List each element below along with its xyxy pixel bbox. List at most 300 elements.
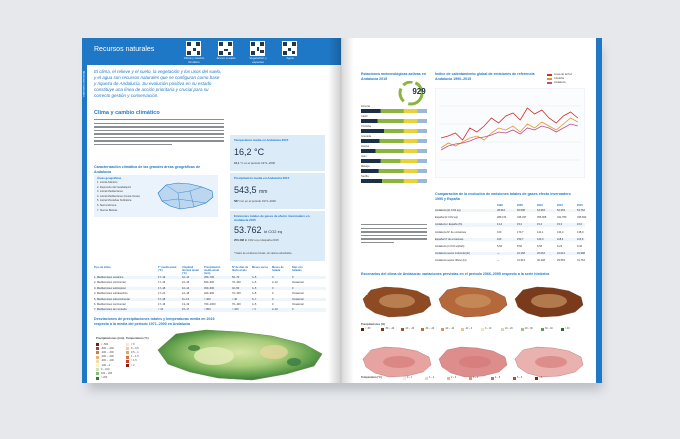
series-label: Línea de la Paz [554,72,573,76]
series-swatch [547,74,552,76]
table-cell: 2–10 [272,281,278,285]
table-header-cell: Tipo de clima [94,266,111,269]
legend-label: > 6 [539,376,543,379]
emissions-cell: — [497,259,500,263]
table-cell: 0 [272,303,274,306]
precipitation-note: 587 mm en el periodo 1971–2000 [234,199,276,203]
table-header-cell: Amplitud térmica anual (°C) [182,266,199,275]
emissions-cell: 54.993 [537,209,545,212]
emissions-cell: 6,23 [557,245,563,248]
emissions-cell: 15,4 [537,223,543,227]
temp-map-patch [383,356,415,368]
legend-label: 0 – 1 [407,376,413,379]
station-bar-segment [382,179,404,183]
station-bar-segment [379,169,404,173]
table-cell: 13–19 [182,303,190,306]
emissions-cell: Andalucía Nº de emisiones [435,230,467,234]
province-label: Granada [361,134,372,138]
deviation-map [154,326,326,382]
table-cell: < 3 [252,308,256,312]
legend-swatch [425,377,428,380]
legend-swatch [96,377,99,380]
table-cell: 17–19 [158,276,166,279]
temp-scenario-map [363,347,431,377]
scenario-maps [361,285,589,383]
emissions-label: Emisiones totales de gases de efecto invernadero en Andalucía 2015 [234,214,310,222]
table-row [94,308,326,311]
series-swatch [547,78,552,80]
body-text-block [94,119,224,148]
province-label: Córdoba [361,124,371,128]
emissions-row [435,223,585,226]
area-item: 3. Litoral Mediterráneo [97,190,123,194]
emissions-cell: 115,9 [577,237,584,241]
emissions-cell: 20.064 [537,252,545,256]
area-item: 4. Litoral Mediterráneo (Costa Oeste) [97,194,140,198]
legend-label: 100 – 200 [101,372,113,375]
legend-label: 30 – 40 [545,327,553,330]
table-cell: 2. Mediterráneo continental [94,281,126,285]
table-cell: 3. Mediterráneo subtropical [94,286,126,290]
legend-swatch [561,328,564,331]
table-cell: 40–50 [232,286,240,290]
table-cell: 70–100 [232,303,241,306]
warming-heading: Índice de calentamiento global de emisiones de referencia Andalucía 1990–2015 [435,72,535,81]
legend-label: -200 – -100 [101,359,114,363]
area-item: 7. Sierras Béticas [97,208,118,212]
table-cell: 4–5 [252,303,257,306]
province-label: Sevilla [361,174,369,178]
table-cell: 0 [272,292,274,296]
table-cell: 4–5 [252,276,257,279]
station-bar-segment [361,139,379,143]
station-bar-segment [381,159,401,163]
precip-map-patch [531,294,567,308]
table-cell: < 40 [232,297,238,301]
station-bar-segment [417,149,427,153]
station-bar-segment [404,119,417,123]
section-header [82,38,341,65]
table-cell: 10–14 [182,286,190,290]
emissions-cell: 22.998 [577,252,585,256]
legend-label: 5 – 6 [517,376,523,379]
emissions-header [435,204,585,207]
legend-label: -30 – -20 [425,327,435,330]
table-cell: 0 [272,297,274,301]
legend-swatch [96,356,99,359]
table-cell: 300–600 [204,286,215,290]
qr-label: Anexo a suelo [216,56,236,60]
emissions-cell: 342.780 [557,216,567,220]
precipitation-label: Precipitación media en Andalucía 2015 [234,176,290,180]
scenario-label: A2 [439,293,443,296]
table-header-cell: Meses secos [252,266,269,269]
table-cell: 0 [272,286,274,290]
table-cell: 4–5 [252,286,257,290]
emissions-value: 53.762 kt CO2 eq [234,225,283,235]
precipitation-panel [230,173,325,209]
table-cell: 0 [272,276,274,279]
legend-swatch [421,328,424,331]
temp-scenario-map [515,347,583,377]
legend-swatch [401,328,404,331]
legend-label: 3 – 4 [473,376,479,379]
legend-swatch [491,377,494,380]
emissions-row [435,238,585,241]
temp-map-patch [535,356,567,368]
legend-label: > 200 [101,376,108,380]
legend-label: > 2 [131,363,135,367]
station-bar-segment [361,169,379,173]
table-cell: 17–19 [158,303,166,306]
precip-change-label: Precipitaciones (%) [361,323,385,326]
station-bar-segment [404,179,417,183]
legend-swatch [96,360,99,363]
legend-swatch [126,356,129,359]
table-cell: 11–13 [182,297,190,301]
legend-label: 2 – 3 [451,376,457,379]
qr-code-icon[interactable] [282,41,297,56]
emissions-cell: 52.353 [557,209,565,212]
emissions-row [435,209,585,212]
station-bar-segment [404,139,417,143]
table-cell: Ocasional [292,303,304,306]
precipitation-value: 543,5 mm [234,185,268,195]
legend-swatch [126,351,129,354]
legend-swatch [96,372,99,375]
station-bar-segment [384,129,404,133]
emissions-header-cell: 2010 [537,204,543,207]
table-row [94,281,326,284]
province-label: Almería [361,104,370,108]
table-cell: 6. Mediterráneo continental [94,303,126,306]
table-cell: < 13 [158,308,164,312]
legend-label: 1 – 1,5 [131,355,139,359]
station-bar-segment [417,159,427,163]
legend-swatch [521,328,524,331]
table-cell: 17–19 [158,281,166,285]
section-title: Recursos naturales [94,46,155,53]
station-bar-segment [361,179,382,183]
precip-legend-title: Precipitaciones (mm) [96,336,125,340]
legend-label: -400 – -300 [101,351,114,354]
qr-code-icon[interactable] [250,41,265,56]
station-bar-segment [404,149,417,153]
emissions-cell: 123,3 [537,237,544,241]
emissions-table-heading: Comparación de la evolución de emisiones totales de gases efecto invernadero 1990 y España [435,192,571,201]
station-bar-segment [417,129,427,133]
table-cell: 17–18 [158,286,166,290]
legend-label: > 1,5 [131,359,137,363]
emissions-cell: 100 [497,237,502,241]
emissions-cell: 150,7 [517,237,524,241]
emissions-cell: 29.553 [557,259,565,263]
book-gutter [328,38,354,383]
table-cell: 50–70 [232,276,240,279]
scenario-label: A1B [363,293,368,296]
emissions-header-cell: 2005 [517,204,523,207]
series-swatch [547,82,552,84]
legend-swatch [96,351,99,354]
legend-label: < 0 [131,342,135,346]
areas-heading: Áreas geográficas [97,176,122,180]
emissions-cell: 138,0 [577,230,584,234]
legend-label: 4 – 5 [495,376,501,379]
legend-label: -20 – -10 [445,327,455,330]
emissions-cell: Andalucía (t CO2 eq/hab) [435,245,465,248]
table-cell: 6–7 [252,297,257,301]
scenario-label: B1 [515,293,519,296]
qr-label: Clima y cambio climático [183,56,205,64]
emissions-header-cell: 2015 [577,204,583,207]
emissions-header-cell: 2012 [557,204,563,207]
emissions-cell: 141,1 [537,230,544,234]
legend-swatch [461,328,464,331]
legend-swatch [447,377,450,380]
legend-swatch [96,368,99,371]
temperature-label: Temperatura media en Andalucía 2015 [234,138,289,142]
temperature-note: 16,1 °C en el periodo 1971–2000 [234,161,276,165]
table-header [94,267,326,274]
station-bar-segment [381,109,404,113]
legend-label: < -50 [365,327,371,330]
intro-text: El clima, el relieve y el suelo, la vegetación y los usos del suelo, y el agua son recursos naturales que se configuran como base y riqueza de Andalucía. Su evolución positiva en su estado constituye una línea de acción prioritaria y crucial para su correcto gestión y conservación. [94,69,222,98]
table-cell: Ocasional [292,292,304,296]
area-item: 6. Sierra Morena [97,204,117,207]
table-header-cell: Meses de helada [272,266,284,272]
station-bar-segment [376,149,404,153]
side-tab [82,65,87,383]
table-cell: 1. Mediterráneo oceánico [94,276,124,279]
series-label: Córdoba [554,76,564,80]
stations-chart [361,81,429,191]
province-label: Jaén [361,154,367,158]
station-bar-segment [361,159,381,163]
qr-code-icon[interactable] [186,41,201,56]
emissions-cell: 30.448 [537,259,545,263]
legend-label: < -500 [101,342,109,346]
emissions-cell: 335.662 [577,216,587,220]
temp-legend-title: Temperatura (°C) [126,336,149,340]
legend-label: -300 – -200 [101,355,114,359]
emissions-cell: 22.168 [517,252,525,256]
legend-label: 0 – 0,5 [131,346,139,350]
emissions-cell: España (kt CO2 eq) [435,216,458,220]
emissions-row [435,216,585,219]
temperature-value: 16,2 °C [234,147,265,157]
qr-code-icon[interactable] [218,41,233,56]
emissions-cell: 5,60 [497,245,503,248]
emissions-cell: 8,50 [517,245,523,248]
station-bar-segment [378,119,404,123]
magazine-spread [82,38,602,383]
table-cell: 400–900 [204,292,215,296]
station-bar-segment [417,139,427,143]
legend-label: 0 – 100 [101,367,110,371]
emissions-cell: España Nº de emisiones [435,237,464,241]
areas-panel [94,175,218,217]
emissions-cell: 22.012 [557,252,565,256]
emissions-cell: 170,7 [517,230,524,234]
emissions-footnote: * Datos de emisiones brutas, sin valores absorbidos. [234,252,293,255]
series-label: Andalucía [554,80,566,84]
legend-label: -40 – -30 [405,327,415,330]
warming-chart [435,88,585,178]
table-cell: 4–5 [252,292,257,296]
table-row [94,276,326,279]
temp-change-label: Temperatura (°C) [361,376,382,379]
precip-scenario-map [363,287,431,317]
legend-swatch [513,377,516,380]
emissions-cell: 289.474 [497,216,507,220]
legend-swatch [126,343,129,346]
table-cell: 16–19 [182,281,190,285]
table-cell: 15–17 [182,308,190,312]
legend-label: 0,5 – 1 [131,351,139,354]
emissions-cell: 356.908 [537,216,547,220]
table-cell: 0 [292,276,294,279]
table-cell: 70–100 [232,281,241,285]
table-header-cell: T° media anual (°C) [158,266,177,272]
station-bar-segment [379,139,403,143]
emissions-cell: 13,4 [497,223,503,227]
table-cell: 4. Mediterráneo subdesértico [94,292,128,296]
legend-swatch [469,377,472,380]
table-cell: Ocasional [292,281,304,285]
station-bar-segment [404,129,417,133]
table-row [94,292,326,295]
legend-swatch [126,347,129,350]
right-page [341,38,602,383]
table-cell: 2–10 [272,308,278,312]
emissions-cell: 436.337 [517,216,527,220]
emissions-row [435,245,585,248]
station-bar-segment [361,149,376,153]
table-cell: 10–14 [182,276,190,279]
table-cell: 350–700 [204,276,215,279]
table-cell: 70–100 [232,292,241,296]
table-cell: 17–21 [158,292,166,296]
emissions-cell: 6,56 [537,245,543,248]
legend-swatch [481,328,484,331]
table-row [94,287,326,290]
legend-label: -100 – 0 [101,363,111,367]
table-cell: < 300 [204,297,211,301]
emissions-cell: 134,4 [557,230,564,234]
emissions-cell: Andalucía sector difuso (kt) [435,259,467,263]
area-item: 5. Litoral Montañas Subbética [97,199,132,203]
legend-label: 1 – 2 [429,376,435,379]
emissions-cell: 16,0 [577,223,583,227]
table-row [94,303,326,306]
emissions-cell: Andalucía / España (%) [435,223,463,227]
chart-frame [435,88,585,178]
station-bar-segment [417,179,427,183]
legend-swatch [501,328,504,331]
precip-scenario-map [515,287,583,317]
table-cell: 0 [292,286,294,290]
table-cell: 4–5 [252,281,257,285]
emissions-cell: 53.762 [577,209,585,212]
emissions-cell: 38.964 [497,209,505,212]
emissions-cell: Andalucía sector industrial (kt) [435,252,470,256]
andalucia-areas-map [156,179,216,211]
qr-label: Vegetación y especies [249,56,267,64]
province-label: Cádiz [361,114,368,118]
legend-label: 0 – 10 [485,327,492,330]
temp-scenario-map [439,347,507,377]
table-header-cell: Días con heladas [292,266,303,272]
legend-swatch [96,347,99,350]
station-bar-segment [361,129,384,133]
station-bar-segment [417,119,427,123]
emissions-cell: — [497,252,500,256]
emissions-cell: 15,3 [557,223,563,227]
station-bar-segment [404,109,417,113]
emissions-row [435,259,585,262]
climate-heading: Clima y cambio climático [94,110,160,116]
emissions-cell: 66.508 [517,209,525,212]
station-bar-segment [417,169,427,173]
legend-swatch [126,360,129,363]
table-cell: 5. Mediterráneo subcontinental [94,297,130,301]
temp-map-patch [459,356,491,368]
table-cell: 7. Mediterráneo de montaña [94,308,127,312]
table-cell: 0 [292,308,294,312]
legend-swatch [361,328,364,331]
side-tab-label: Recursos naturales [82,71,86,97]
province-label: Huelva [361,144,370,148]
left-page [82,38,341,383]
legend-label: > 40 [565,327,570,330]
table-header-cell: Precipitación media anual (mm) [204,266,221,275]
area-item: 1. Litoral Atlántico [97,181,118,184]
emissions-cell: 31.913 [517,259,525,263]
station-bar-segment [404,169,417,173]
precip-scenario-map [439,287,507,317]
table-row [94,298,326,301]
temperature-panel [230,135,325,171]
table-cell: > 800 [204,308,211,312]
legend-swatch [541,328,544,331]
deviation-map-heading: Desviaciones de precipitaciones totales y temperaturas media en 2015 respecto a la media del periodo 1971–2000 en Andalucía [94,317,215,326]
table-header-cell: Nº de días de lluvia al año [232,266,249,272]
emissions-cell: 118,4 [557,237,564,241]
station-bar-segment [361,109,381,113]
precip-map-patch [379,294,415,308]
emissions-cell: 100 [497,230,502,234]
stations-notes [361,224,427,245]
table-cell: 12–15 [182,292,190,296]
legend-swatch [126,364,129,367]
legend-swatch [535,377,538,380]
station-bar-segment [401,159,418,163]
legend-swatch [381,328,384,331]
legend-label: 10 – 20 [505,327,513,330]
legend-swatch [96,343,99,346]
emissions-cell: Andalucía (kt CO2 eq) [435,209,461,212]
station-bar-segment [361,119,378,123]
qr-label: Agua [286,56,294,60]
emissions-header-cell: 1990 [497,204,503,207]
emissions-row [435,252,585,255]
emissions-cell: 15,2 [517,223,523,227]
emissions-row [435,231,585,234]
scenarios-heading: Escenarios del clima de Andalucía: variaciones previstas en el periodo 2066–2095 respecto a la serie histórica [361,272,550,276]
table-cell: 700–1000 [204,303,216,306]
emissions-cell: 31.764 [577,259,585,263]
table-cell: Ocasional [292,297,304,301]
